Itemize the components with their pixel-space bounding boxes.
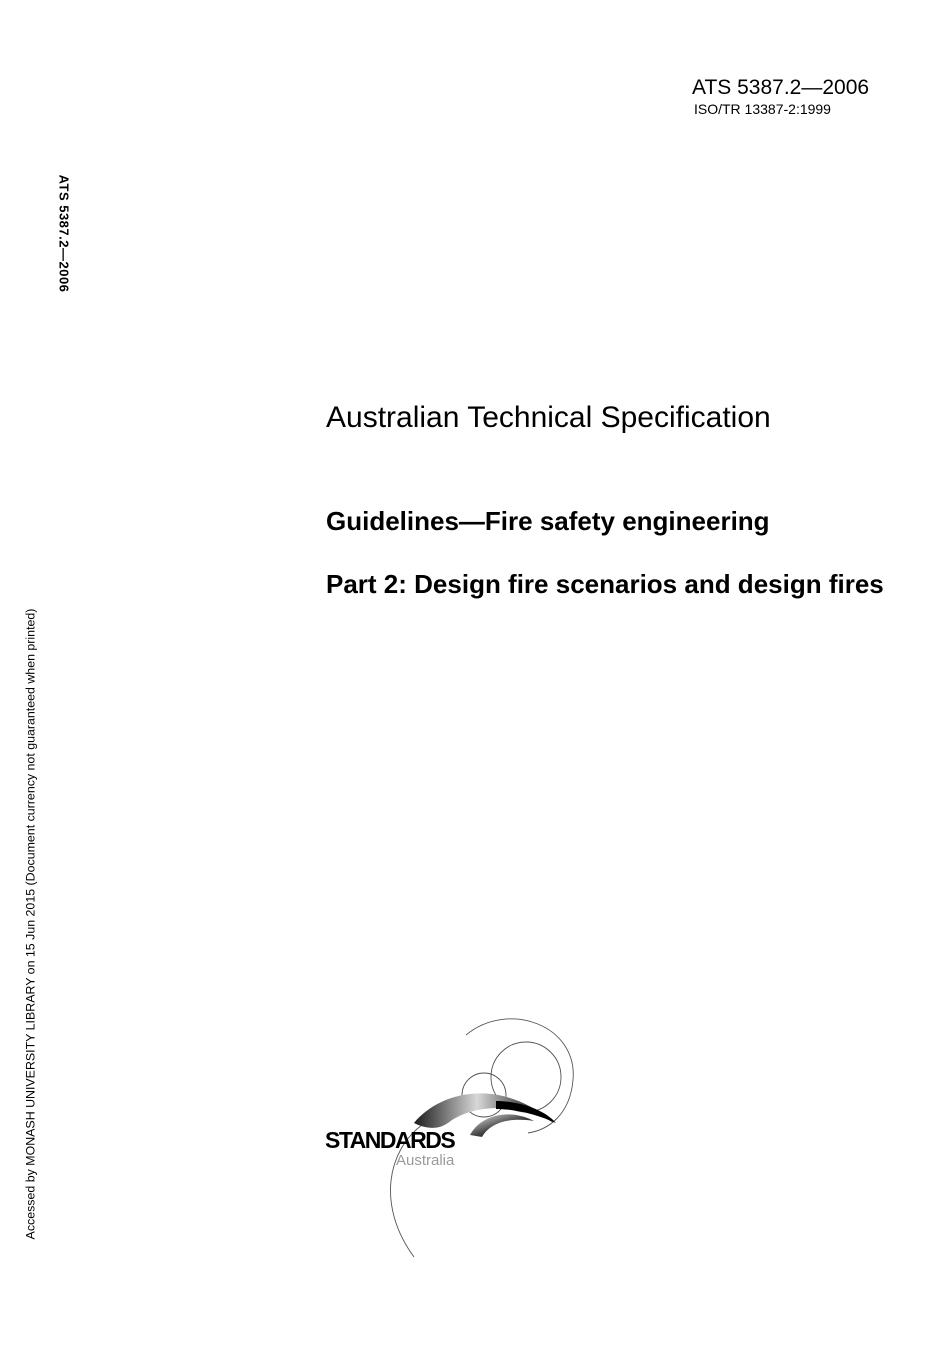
logo-wordmark: STANDARDS <box>325 1127 455 1153</box>
access-note-text: Accessed by MONASH UNIVERSITY LIBRARY on 15 Jun 2015 (Document currency not guaranteed when printed) <box>23 608 37 1240</box>
spine-code-text: ATS 5387.2—2006 <box>56 174 72 292</box>
spine-code <box>52 167 76 299</box>
access-note <box>20 598 40 1250</box>
spec-type-heading: Australian Technical Specification <box>326 401 771 434</box>
logo-subword: Australia <box>396 1152 455 1169</box>
document-title: Guidelines—Fire safety engineering <box>326 506 770 536</box>
document-subtitle: Part 2: Design fire scenarios and design fires <box>326 569 884 599</box>
standard-number: ATS 5387.2—2006 <box>692 76 870 99</box>
iso-reference: ISO/TR 13387-2:1999 <box>694 101 831 117</box>
